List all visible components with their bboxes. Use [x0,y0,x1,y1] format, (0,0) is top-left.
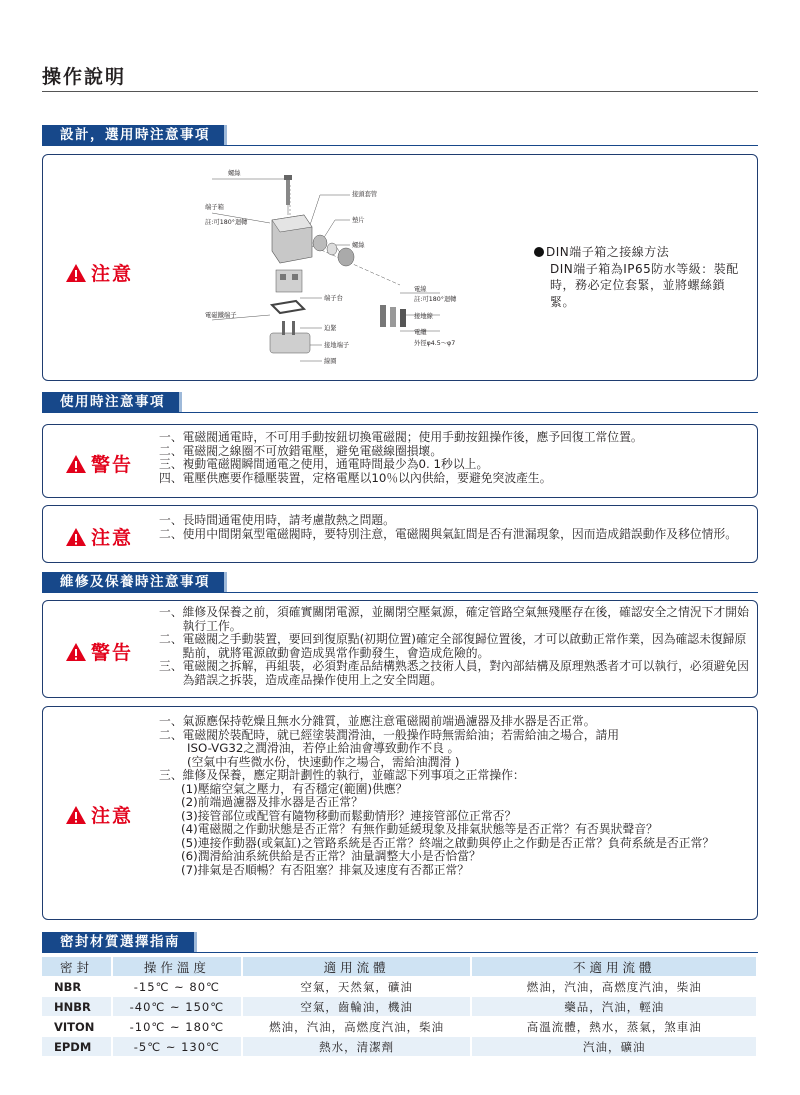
list-item [159,729,749,743]
list-item [159,445,749,459]
seal-material-table [42,957,758,1056]
sub-item-number: (6) [181,849,198,863]
label-ground-terminal: 接地端子 [324,342,350,349]
list-item [159,472,749,486]
bullet-icon [534,247,544,257]
table-row [42,1037,757,1057]
item-number: 四、 [159,470,183,485]
usage-caution-box [42,505,758,563]
item-text: 維修及保養之前，須確實關閉電源，並關閉空壓氣源，確定管路空氣無殘壓存在後，確認安全之情況下才開始執行工作。 [182,605,749,633]
warning-triangle-icon [65,805,87,825]
sub-item-text: 前端過濾器及排水器是否正常？ [197,795,363,809]
section-heading-label: 使用時注意事項 [42,392,182,413]
maintenance-warning-list [159,606,749,687]
caution-label [65,523,133,550]
sub-item [159,837,749,851]
label-cable: 電纜 [414,329,427,336]
sub-item [159,864,749,878]
item-continuation: (空氣中有些微水份，快速動作之場合，需給油潤滑 ) [187,754,460,769]
sub-item [159,783,749,797]
item-text: 電磁閥通電時，不可用手動按鈕切換電磁閥；使用手動按鈕操作後，應予回復工常位置。 [182,430,643,444]
section-heading-rule [42,412,758,413]
caution-label-text: 注意 [91,263,134,285]
maintenance-caution-list [159,715,749,877]
item-text: 電磁閥於裝配時，就已經塗裝潤滑油，一般操作時無需給油；若需給油之場合，請用 [182,727,620,742]
usage-warning-list [159,431,749,485]
temp-cell: -15℃ ~ 80℃ [112,977,242,997]
sub-item-number: (3) [181,808,198,823]
din-connector-exploded-diagram [200,165,470,370]
warning-label [65,638,133,665]
list-item [159,769,749,783]
warning-triangle-icon [65,527,87,547]
caution-label-text: 注意 [91,805,134,827]
section-heading-rule [42,592,758,593]
table-row [42,977,757,997]
item-text: 使用中間閉氣型電磁閥時，要特別注意，電磁閥與氣缸間是否有泄漏現象，因而造成錯誤動作及移位情形。 [182,526,738,541]
item-text: 維修及保養，應定期計劃性的執行，並確認下列事項之正常操作： [182,768,525,782]
unsuitable-cell: 藥品，汽油，輕油 [471,997,757,1017]
label-terminal-box: 端子箱 [205,204,224,211]
item-continuation: ISO-VG32之潤滑油，若停止給油會導致動作不良 。 [187,741,460,755]
table-row [42,997,757,1017]
item-number: 一、 [159,430,183,444]
unsuitable-cell: 高溫流體，熱水，蒸氣，煞車油 [471,1017,757,1037]
label-wire-note: 註:可180°迴轉 [414,296,457,303]
sub-item [159,796,749,810]
label-cable-note: 外徑φ4.5～φ7 [414,340,456,347]
seal-cell: NBR [42,977,112,997]
din-text: DIN端子箱為IP65防水等級：裝配時，務必定位套緊，並將螺絲鎖緊。 [550,261,739,309]
list-item [159,633,749,660]
usage-caution-list [159,514,749,541]
sub-item-text: 潤滑給油系統供給是否正常？油量調整大小是否恰當？ [197,849,481,863]
sub-item-text: 連接作動器(或氣缸)之管路系統是否正常？終端之啟動與停止之作動是否正常？負荷系統是否正常？ [197,835,715,850]
table-header-row [42,957,757,977]
item-number: 三、 [159,768,183,782]
label-coil-terminal: 電磁鐵端子 [205,312,237,319]
temp-cell: -5℃ ~ 130℃ [112,1037,242,1057]
list-item [159,715,749,729]
title-divider [42,91,758,92]
sub-item-number: (4) [181,822,198,836]
temp-cell: -40℃ ~ 150℃ [112,997,242,1017]
din-wiring-note [534,244,744,310]
unsuitable-cell: 燃油，汽油，高燃度汽油，柴油 [471,977,757,997]
sub-item-number: (1) [181,781,198,796]
suitable-cell: 空氣，齒輪油，機油 [242,997,472,1017]
warning-label-text: 警告 [91,642,134,664]
warning-label [65,450,133,477]
label-ground-wire: 接地線 [414,313,433,320]
item-text: 電磁閥之拆解，再組裝，必須對產品結構熟悉之技術人員，對內部結構及原理熟悉者才可以執行，必須避免因為錯誤之拆裝，造成產品操作使用上之安全問題。 [182,659,749,687]
sub-item-text: 電磁閥之作動狀態是否正常？有無作動延緩現象及排氣狀態等是否正常？有否異狀聲音？ [197,822,658,836]
item-text: 複動電磁閥瞬間通電之使用，通電時間最少為0. 1秒以上。 [182,457,489,471]
column-header: 不適用流體 [471,957,757,977]
item-number: 三、 [159,659,183,673]
sub-item-number: (5) [181,835,198,850]
maintenance-warning-box [42,600,758,698]
suitable-cell: 空氣，天然氣，礦油 [242,977,472,997]
warning-triangle-icon [65,263,87,283]
sub-item-text: 壓縮空氣之壓力，有否穩定(範圍)供應？ [197,781,408,796]
section-heading-label: 設計，選用時注意事項 [42,125,227,146]
label-gasket-piece: 墊片 [352,217,365,224]
caution-label [65,259,133,286]
section-heading-rule [42,952,758,953]
section-heading-label: 維修及保養時注意事項 [42,572,227,593]
label-gasket: 迫緊 [324,325,337,332]
column-header: 密封 [42,957,112,977]
column-header: 操作溫度 [112,957,242,977]
label-wire: 電線 [414,286,427,293]
suitable-cell: 燃油，汽油，高燃度汽油，柴油 [242,1017,472,1037]
item-number: 二、 [159,632,183,646]
section-heading-seal [42,932,758,953]
seal-cell: VITON [42,1017,112,1037]
list-item [159,606,749,633]
item-text: 電磁閥之手動裝置，要回到復原點(初期位置)確定全部復歸位置後，才可以啟動正常作業，因為確認未復歸原點前，就將電源啟動會造成異常作動發生，會造成危險的。 [182,632,747,660]
suitable-cell: 熱水，清潔劑 [242,1037,472,1057]
seal-cell: HNBR [42,997,112,1017]
section-heading-maintenance [42,572,758,593]
section-heading-rule [42,145,758,146]
item-number: 一、 [159,714,183,728]
list-item [159,528,749,542]
sub-item-text: 排氣是否順暢？有否阻塞？排氣及速度有否都正常？ [197,862,470,877]
temp-cell: -10℃ ~ 180℃ [112,1017,242,1037]
list-item [159,431,749,445]
label-terminal-block: 端子台 [324,295,343,302]
warning-triangle-icon [65,454,87,474]
table-row [42,1017,757,1037]
warning-label-text: 警告 [91,454,134,476]
item-text: 氣源應保持乾燥且無水分雜質，並應注意電磁閥前端過濾器及排水器是否正常。 [182,714,596,728]
maintenance-caution-box [42,706,758,920]
item-text: 電壓供應要作穩壓裝置，定格電壓以10％以內供給，要避免突波產生。 [182,470,552,485]
page-title: 操作說明 [42,66,127,88]
column-header: 適用流體 [242,957,472,977]
sub-item [159,810,749,824]
label-screw: 螺絲 [228,170,241,177]
list-item [159,660,749,687]
warning-triangle-icon [65,642,87,662]
usage-warning-box [42,424,758,498]
section-heading-label: 密封材質選擇指南 [42,932,197,953]
item-number: 三、 [159,457,183,471]
caution-label [65,801,133,828]
din-title: DIN端子箱之接線方法 [546,245,670,259]
label-terminal-box-note: 註:可180°迴轉 [205,219,248,226]
item-number: 一、 [159,513,183,527]
section-heading-design [42,125,758,146]
item-number: 二、 [159,526,183,541]
item-number: 二、 [159,727,183,742]
item-number: 一、 [159,605,183,619]
sub-item-number: (2) [181,795,198,809]
seal-cell: EPDM [42,1037,112,1057]
label-coil: 線圈 [324,358,337,365]
label-locking-nut: 接頭套管 [352,191,378,198]
list-item [159,514,749,528]
item-number: 二、 [159,443,183,458]
sub-item-number: (7) [181,862,198,877]
sub-item-text: 接管部位或配管有隨物移動而鬆動情形？連接管部位正常否？ [197,808,517,823]
sub-item [159,850,749,864]
list-item [159,458,749,472]
sub-item [159,823,749,837]
caution-label-text: 注意 [91,527,134,549]
label-screw2: 螺絲 [352,242,365,249]
unsuitable-cell: 汽油，礦油 [471,1037,757,1057]
item-text: 長時間通電使用時，請考慮散熱之問題。 [182,513,395,527]
section-heading-usage [42,392,758,413]
item-text: 電磁閥之線圈不可放錯電壓，避免電磁線圈損壞。 [182,443,443,458]
